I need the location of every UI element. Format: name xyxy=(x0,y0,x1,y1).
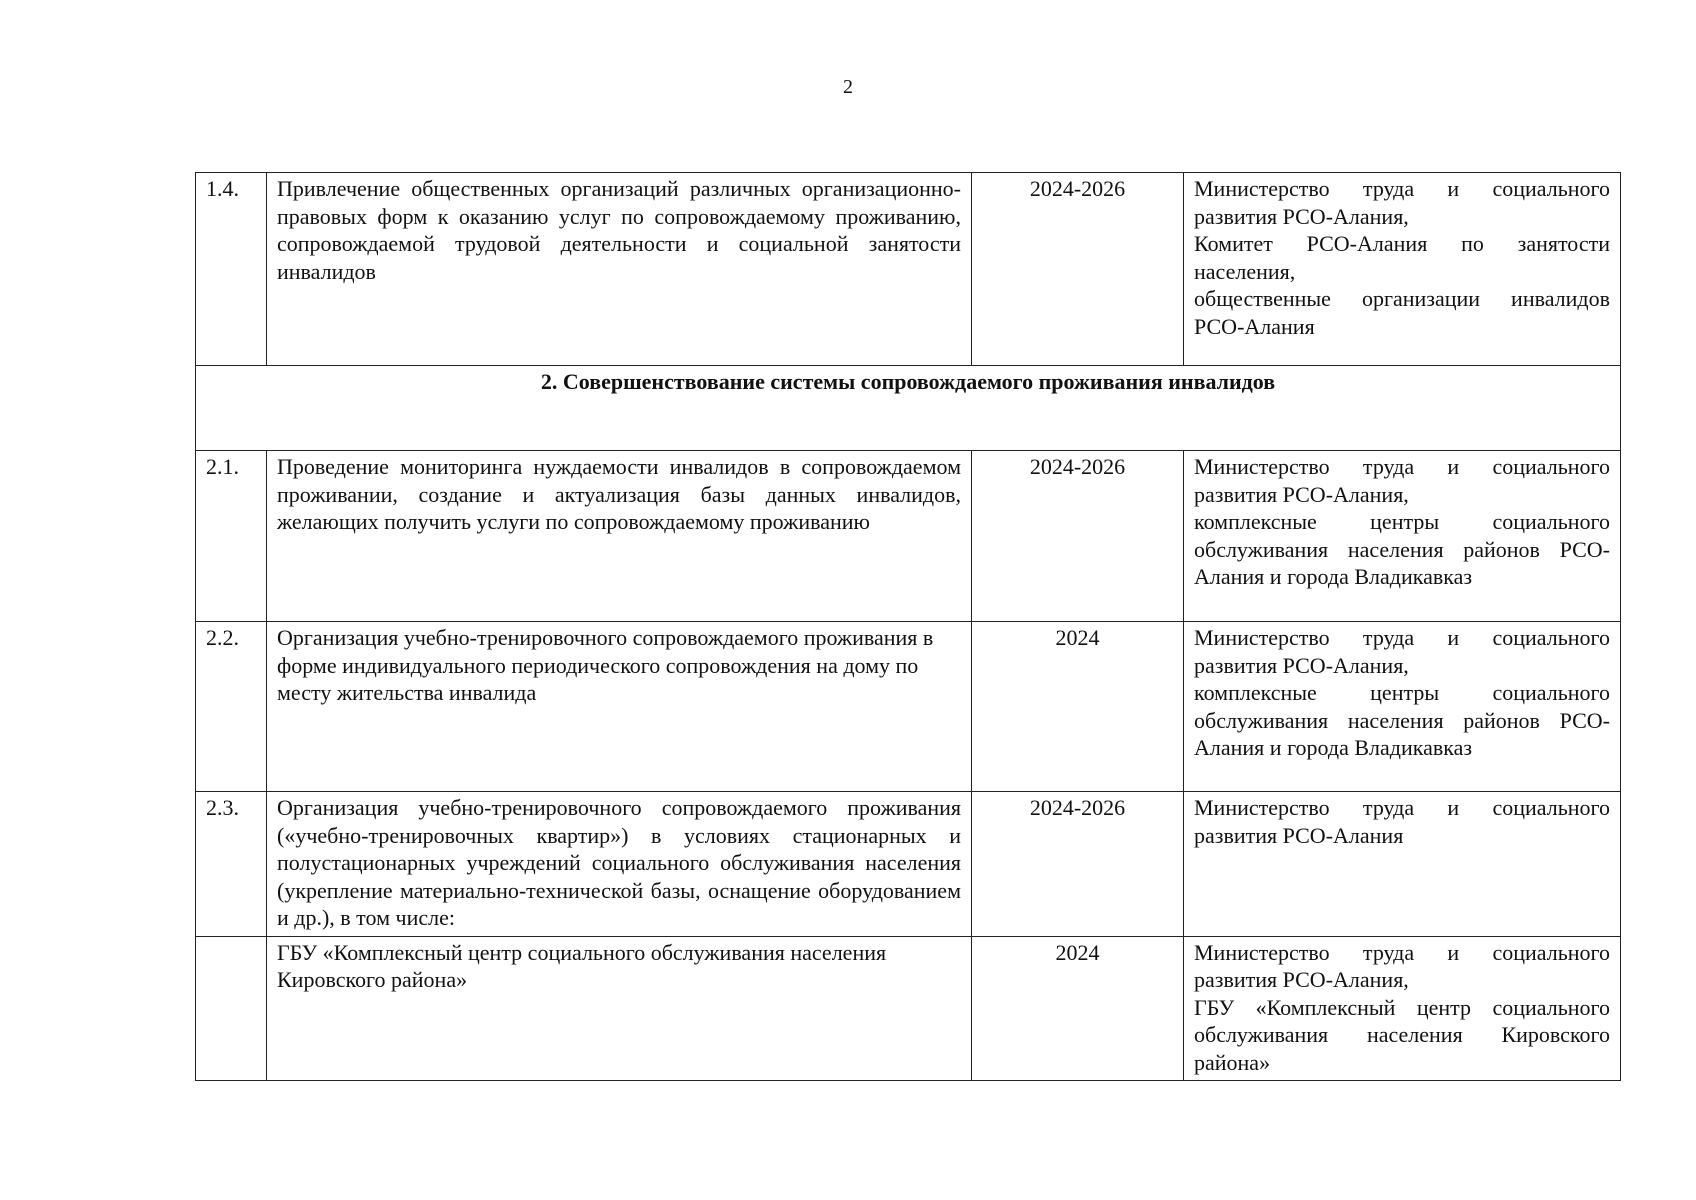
executors-cell xyxy=(1184,792,1621,937)
item-number: 2.2. xyxy=(196,622,267,792)
executor-line: Министерство труда и социального развития РСО-Алания, xyxy=(1194,176,1610,229)
executors-cell xyxy=(1184,622,1621,792)
table-row xyxy=(196,622,1621,792)
table-row xyxy=(196,936,1621,1081)
term-text: 2024-2026 xyxy=(972,173,1184,366)
executor-line: общественные организации инвалидов РСО-Алания xyxy=(1194,286,1610,339)
executors-cell xyxy=(1184,936,1621,1081)
executor-line: ГБУ «Комплексный центр социального обслуживания населения Кировского района» xyxy=(1194,994,1610,1075)
item-number xyxy=(196,936,267,1081)
executor-line: комплексные центры социального обслуживания населения районов РСО-Алания и города Владикавказ xyxy=(1194,680,1610,760)
activity-text: Организация учебно-тренировочного сопровождаемого проживания в форме индивидуального периодического сопровождения на дому по месту жительства инвалида xyxy=(267,622,972,792)
item-number: 2.1. xyxy=(196,451,267,622)
term-text: 2024 xyxy=(972,936,1184,1081)
term-text: 2024-2026 xyxy=(972,792,1184,937)
executor-line: Комитет РСО-Алания по занятости населения, xyxy=(1194,231,1610,284)
table-row xyxy=(196,173,1621,366)
activity-text: ГБУ «Комплексный центр социального обслуживания населения Кировского района» xyxy=(267,936,972,1081)
executors-cell xyxy=(1184,173,1621,366)
executors-cell xyxy=(1184,451,1621,622)
executor-line: Министерство труда и социального развития РСО-Алания, xyxy=(1194,625,1610,678)
page-number: 2 xyxy=(843,76,853,98)
executor-line: комплексные центры социального обслуживания населения районов РСО-Алания и города Владикавказ xyxy=(1194,509,1610,589)
activity-text: Проведение мониторинга нуждаемости инвалидов в сопровождаемом проживании, создание и актуализация базы данных инвалидов, желающих получить услуги по сопровождаемому проживанию xyxy=(267,451,972,622)
section-title: 2. Совершенствование системы сопровождаемого проживания инвалидов xyxy=(196,366,1621,451)
activity-text: Организация учебно-тренировочного сопровождаемого проживания («учебно-тренировочных квартир») в условиях стационарных и полустационарных учреждений социального обслуживания населения (укрепление материально-технической базы, оснащение оборудованием и др.), в том числе: xyxy=(267,792,972,937)
item-number: 1.4. xyxy=(196,173,267,366)
action-plan-table xyxy=(195,172,1621,1081)
section-header-row xyxy=(196,366,1621,451)
activity-text: Привлечение общественных организаций различных организационно-правовых форм к оказанию услуг по сопровождаемому проживанию, сопровождаемой трудовой деятельности и социальной занятости инвалидов xyxy=(267,173,972,366)
item-number: 2.3. xyxy=(196,792,267,937)
executor-line: Министерство труда и социального развития РСО-Алания, xyxy=(1194,454,1610,507)
executor-line: Министерство труда и социального развития РСО-Алания xyxy=(1194,795,1610,848)
term-text: 2024-2026 xyxy=(972,451,1184,622)
executor-line: Министерство труда и социального развития РСО-Алания, xyxy=(1194,939,1610,992)
table-row xyxy=(196,792,1621,937)
term-text: 2024 xyxy=(972,622,1184,792)
table-row xyxy=(196,451,1621,622)
